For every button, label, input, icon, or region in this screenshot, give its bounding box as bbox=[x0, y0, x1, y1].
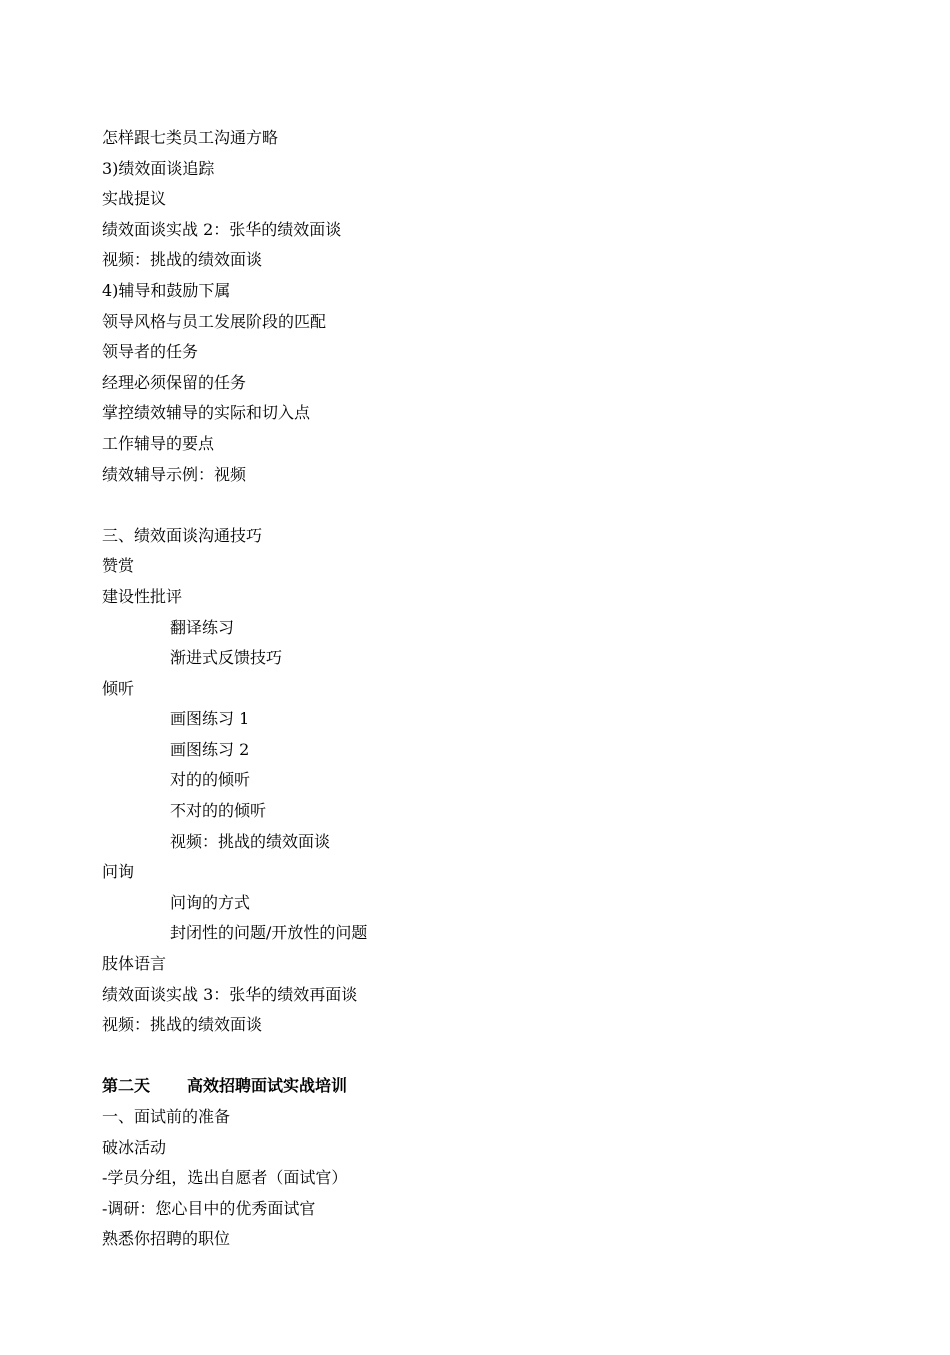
blank-line bbox=[102, 490, 882, 521]
section-title: 三、绩效面谈沟通技巧 bbox=[102, 525, 263, 545]
sub-item: 翻译练习 bbox=[170, 617, 235, 637]
text-line: 肢体语言 bbox=[102, 954, 167, 974]
text-line: 破冰活动 bbox=[102, 1137, 167, 1157]
sub-item: 不对的的倾听 bbox=[170, 801, 267, 821]
text-line: 领导风格与员工发展阶段的匹配 bbox=[102, 311, 327, 331]
sub-item: 封闭性的问题/开放性的问题 bbox=[170, 923, 368, 943]
sub-item: 问询的方式 bbox=[170, 892, 251, 912]
day-title: 高效招聘面试实战培训 bbox=[187, 1076, 348, 1096]
text-line: 视频：挑战的绩效面谈 bbox=[102, 250, 263, 270]
text-line: -学员分组，选出自愿者（面试官） bbox=[102, 1168, 348, 1188]
text-line: 实战提议 bbox=[102, 189, 167, 209]
sub-item: 画图练习 1 bbox=[170, 709, 250, 729]
text-line: -调研：您心目中的优秀面试官 bbox=[102, 1198, 316, 1218]
text-line: 3)绩效面谈追踪 bbox=[102, 158, 215, 178]
blank-line bbox=[102, 1041, 882, 1072]
text-line: 视频：挑战的绩效面谈 bbox=[102, 1015, 263, 1035]
text-line: 绩效面谈实战 2：张华的绩效面谈 bbox=[102, 219, 342, 239]
text-line: 倾听 bbox=[102, 678, 135, 698]
text-line: 熟悉你招聘的职位 bbox=[102, 1229, 231, 1249]
sub-item: 画图练习 2 bbox=[170, 739, 250, 759]
text-line: 问询 bbox=[102, 862, 135, 882]
text-line: 绩效面谈实战 3：张华的绩效再面谈 bbox=[102, 984, 358, 1004]
text-line: 工作辅导的要点 bbox=[102, 433, 215, 453]
sub-item: 对的的倾听 bbox=[170, 770, 251, 790]
text-line: 经理必须保留的任务 bbox=[102, 372, 247, 392]
text-line: 赞赏 bbox=[102, 556, 135, 576]
text-line: 掌控绩效辅导的实际和切入点 bbox=[102, 403, 311, 423]
text-line: 怎样跟七类员工沟通方略 bbox=[102, 128, 279, 147]
day-heading bbox=[102, 1071, 882, 1102]
document-body bbox=[102, 123, 882, 1255]
sub-item: 视频：挑战的绩效面谈 bbox=[170, 831, 331, 851]
sub-item: 渐进式反馈技巧 bbox=[170, 648, 283, 668]
day-label: 第二天 bbox=[102, 1076, 151, 1096]
text-line: 领导者的任务 bbox=[102, 342, 199, 362]
section-title: 一、面试前的准备 bbox=[102, 1107, 231, 1126]
text-line: 4)辅导和鼓励下属 bbox=[102, 280, 231, 300]
text-line: 绩效辅导示例：视频 bbox=[102, 464, 247, 484]
text-line: 建设性批评 bbox=[102, 586, 183, 606]
